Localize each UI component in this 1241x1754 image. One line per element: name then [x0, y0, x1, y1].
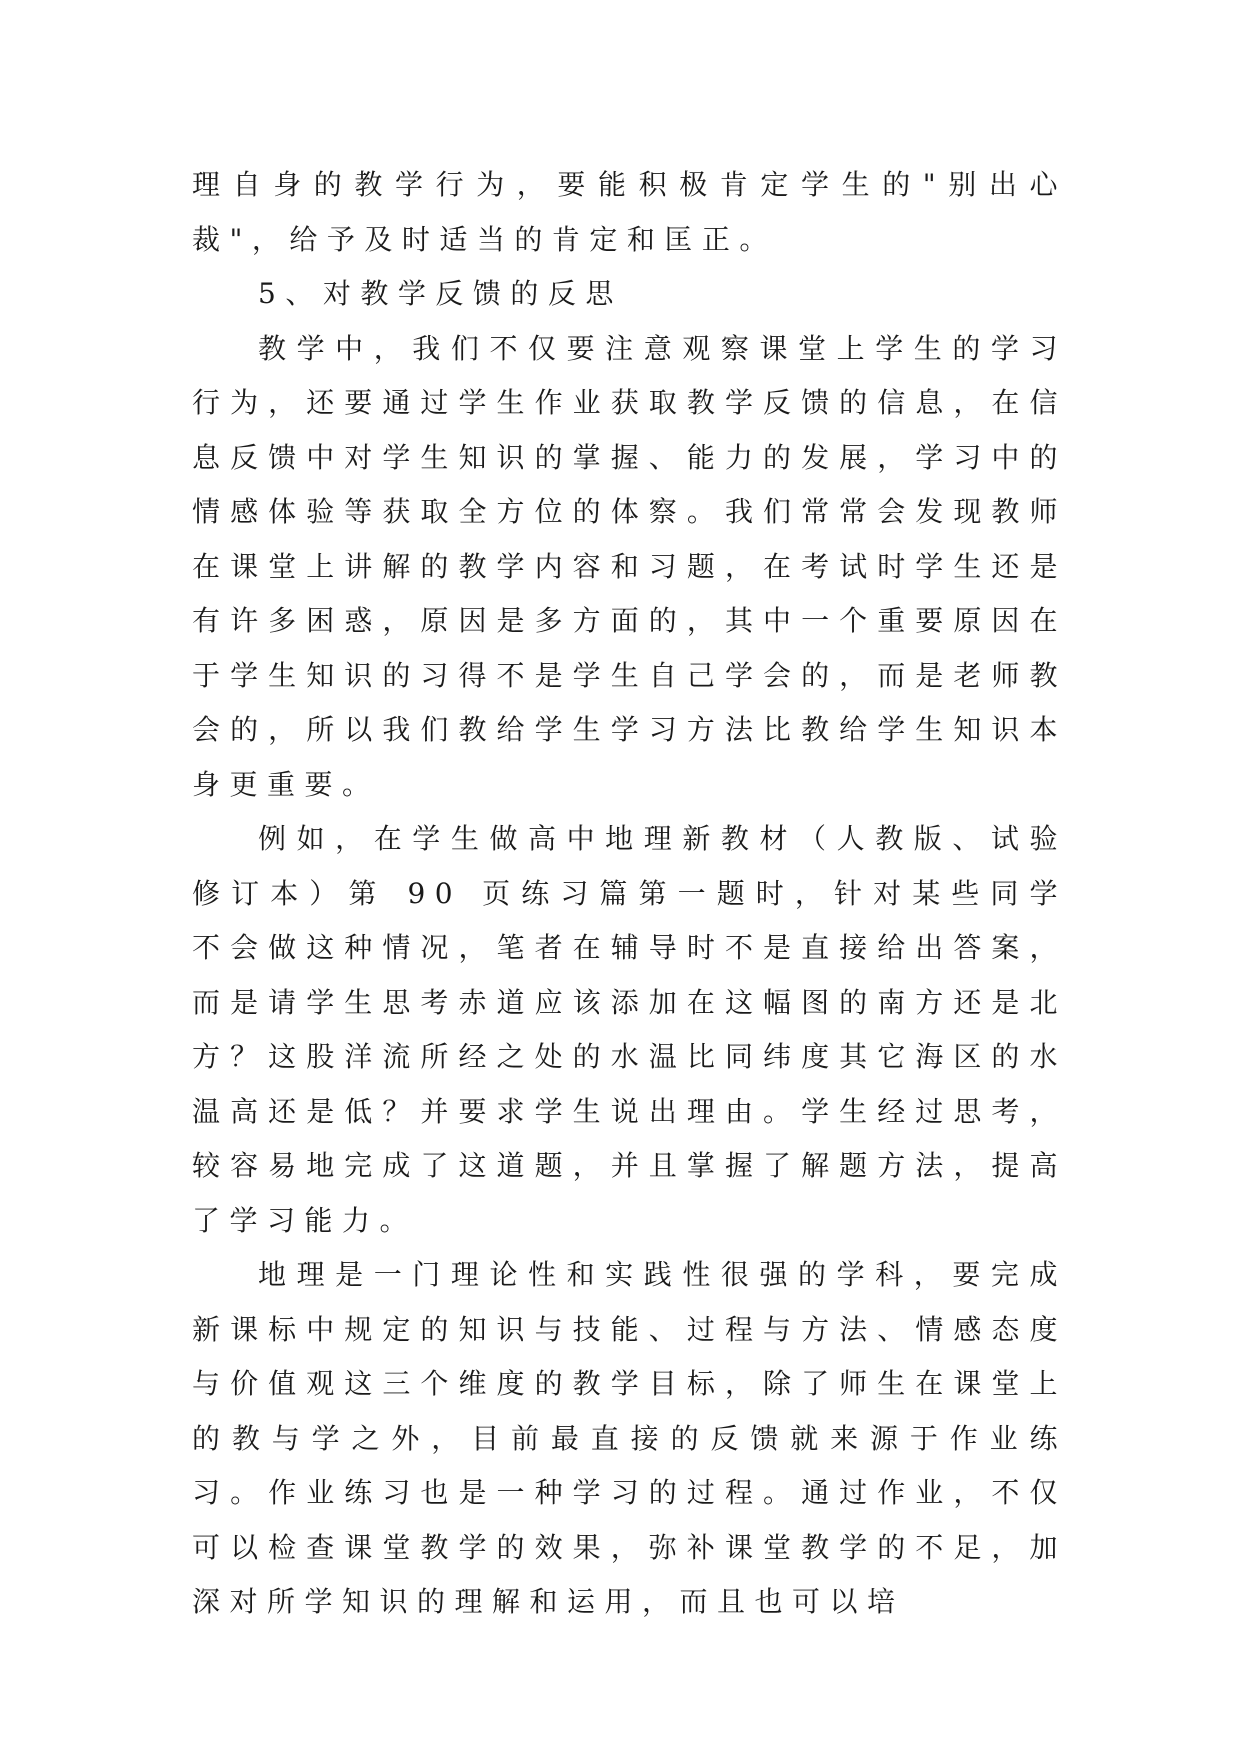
paragraph-geography: 地理是一门理论性和实践性很强的学科，要完成新课标中规定的知识与技能、过程与方法、情感态度与价值观这三个维度的教学目标，除了师生在课堂上的教与学之外，目前最直接的反馈就来源于作业练习。作业练习也是一种学习的过程。通过作业，不仅可以检查课堂教学的效果，弥补课堂教学的不足，加深对所学知识的理解和运用，而且也可以培 — [192, 1258, 1067, 1618]
section-heading: 5、对教学反馈的反思 — [258, 277, 623, 310]
paragraph-example: 例如，在学生做高中地理新教材（人教版、试验修订本）第 90 页练习篇第一题时，针对某些同学不会做这种情况，笔者在辅导时不是直接给出答案，而是请学生思考赤道应该添加在这幅图的南方还是北方？这股洋流所经之处的水温比同纬度其它海区的水温高还是低？并要求学生说出理由。学生经过思考，较容易地完成了这道题，并且掌握了解题方法，提高了学习能力。 — [192, 822, 1067, 1237]
body-text — [192, 158, 1067, 1630]
paragraph-continuation: 理自身的教学行为，要能积极肯定学生的"别出心裁"，给予及时适当的肯定和匡正。 — [192, 168, 1067, 256]
paragraph-teaching-feedback: 教学中，我们不仅要注意观察课堂上学生的学习行为，还要通过学生作业获取教学反馈的信息，在信息反馈中对学生知识的掌握、能力的发展，学习中的情感体验等获取全方位的体察。我们常常会发现教师在课堂上讲解的教学内容和习题，在考试时学生还是有许多困惑，原因是多方面的，其中一个重要原因在于学生知识的习得不是学生自己学会的，而是老师教会的，所以我们教给学生学习方法比教给学生知识本身更重要。 — [192, 331, 1067, 801]
